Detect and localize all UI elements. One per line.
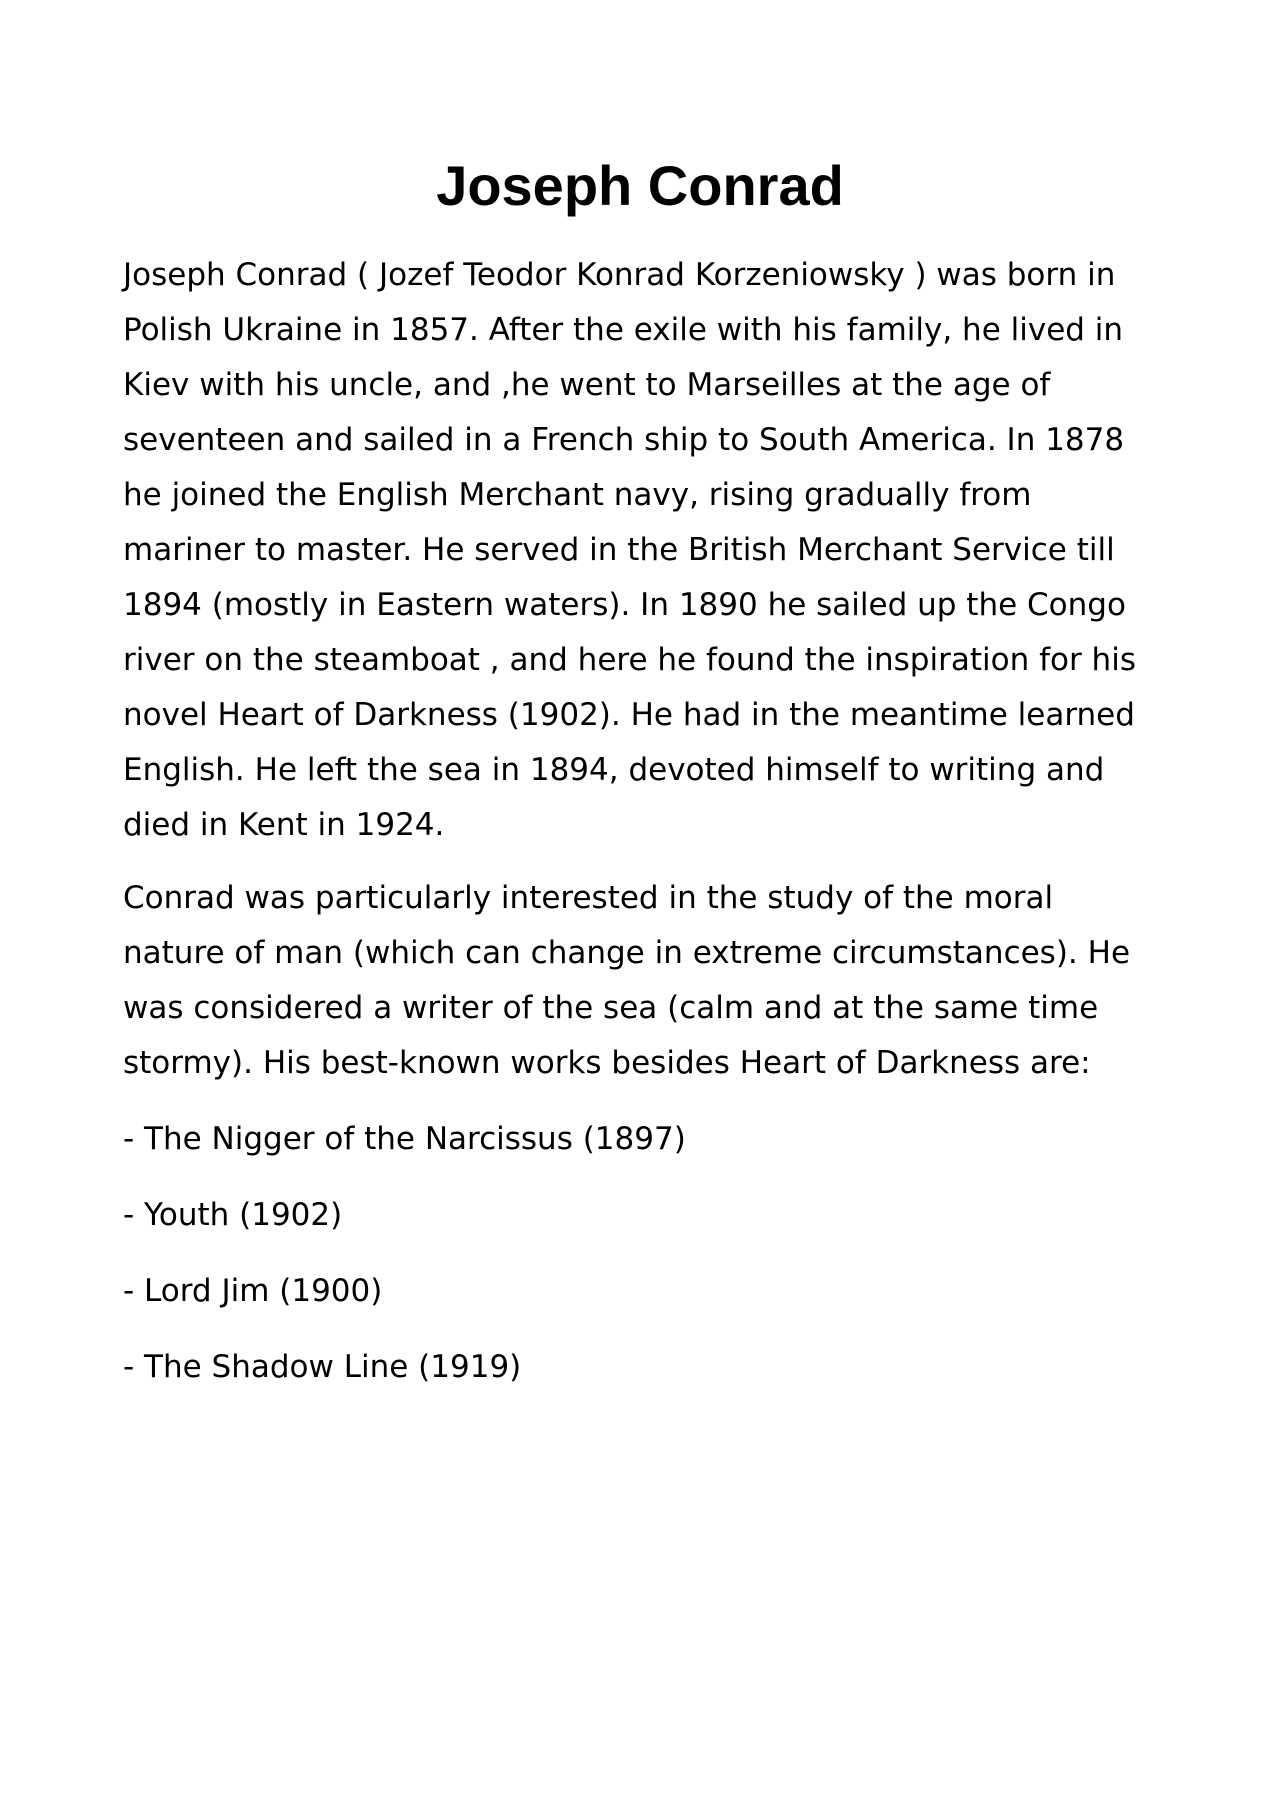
text-line: he joined the English Merchant navy, rising gradually from bbox=[123, 477, 1032, 513]
text-line: 1894 (mostly in Eastern waters). In 1890 he sailed up the Congo bbox=[123, 587, 1126, 623]
text-line: English. He left the sea in 1894, devoted himself to writing and bbox=[123, 752, 1105, 788]
text-line: Polish Ukraine in 1857. After the exile with his family, he lived in bbox=[123, 312, 1124, 348]
text-line: died in Kent in 1924. bbox=[123, 807, 445, 843]
text-line: Kiev with his uncle, and ,he went to Marseilles at the age of bbox=[123, 367, 1051, 403]
text-line: nature of man (which can change in extreme circumstances). He bbox=[123, 935, 1131, 971]
text-line: stormy). His best-known works besides Heart of Darkness are: bbox=[123, 1045, 1091, 1081]
text-line: river on the steamboat , and here he found the inspiration for his bbox=[123, 642, 1136, 678]
list-item: - The Shadow Line (1919) bbox=[123, 1349, 522, 1385]
text-line: mariner to master. He served in the British Merchant Service till bbox=[123, 532, 1115, 568]
text-line: Conrad was particularly interested in the study of the moral bbox=[123, 880, 1054, 916]
page-title: Joseph Conrad bbox=[436, 154, 844, 217]
text-line: novel Heart of Darkness (1902). He had in the meantime learned bbox=[123, 697, 1135, 733]
list-item: - Lord Jim (1900) bbox=[123, 1273, 383, 1309]
list-item: - The Nigger of the Narcissus (1897) bbox=[123, 1121, 686, 1157]
text-line: was considered a writer of the sea (calm and at the same time bbox=[123, 990, 1099, 1026]
biography-paragraph bbox=[123, 248, 1183, 853]
list-item: - Youth (1902) bbox=[123, 1197, 343, 1233]
text-line: seventeen and sailed in a French ship to South America. In 1878 bbox=[123, 422, 1125, 458]
themes-paragraph bbox=[123, 871, 1183, 1091]
text-line: Joseph Conrad ( Jozef Teodor Konrad Korzeniowsky ) was born in bbox=[123, 257, 1116, 293]
works-list bbox=[123, 1112, 1183, 1416]
